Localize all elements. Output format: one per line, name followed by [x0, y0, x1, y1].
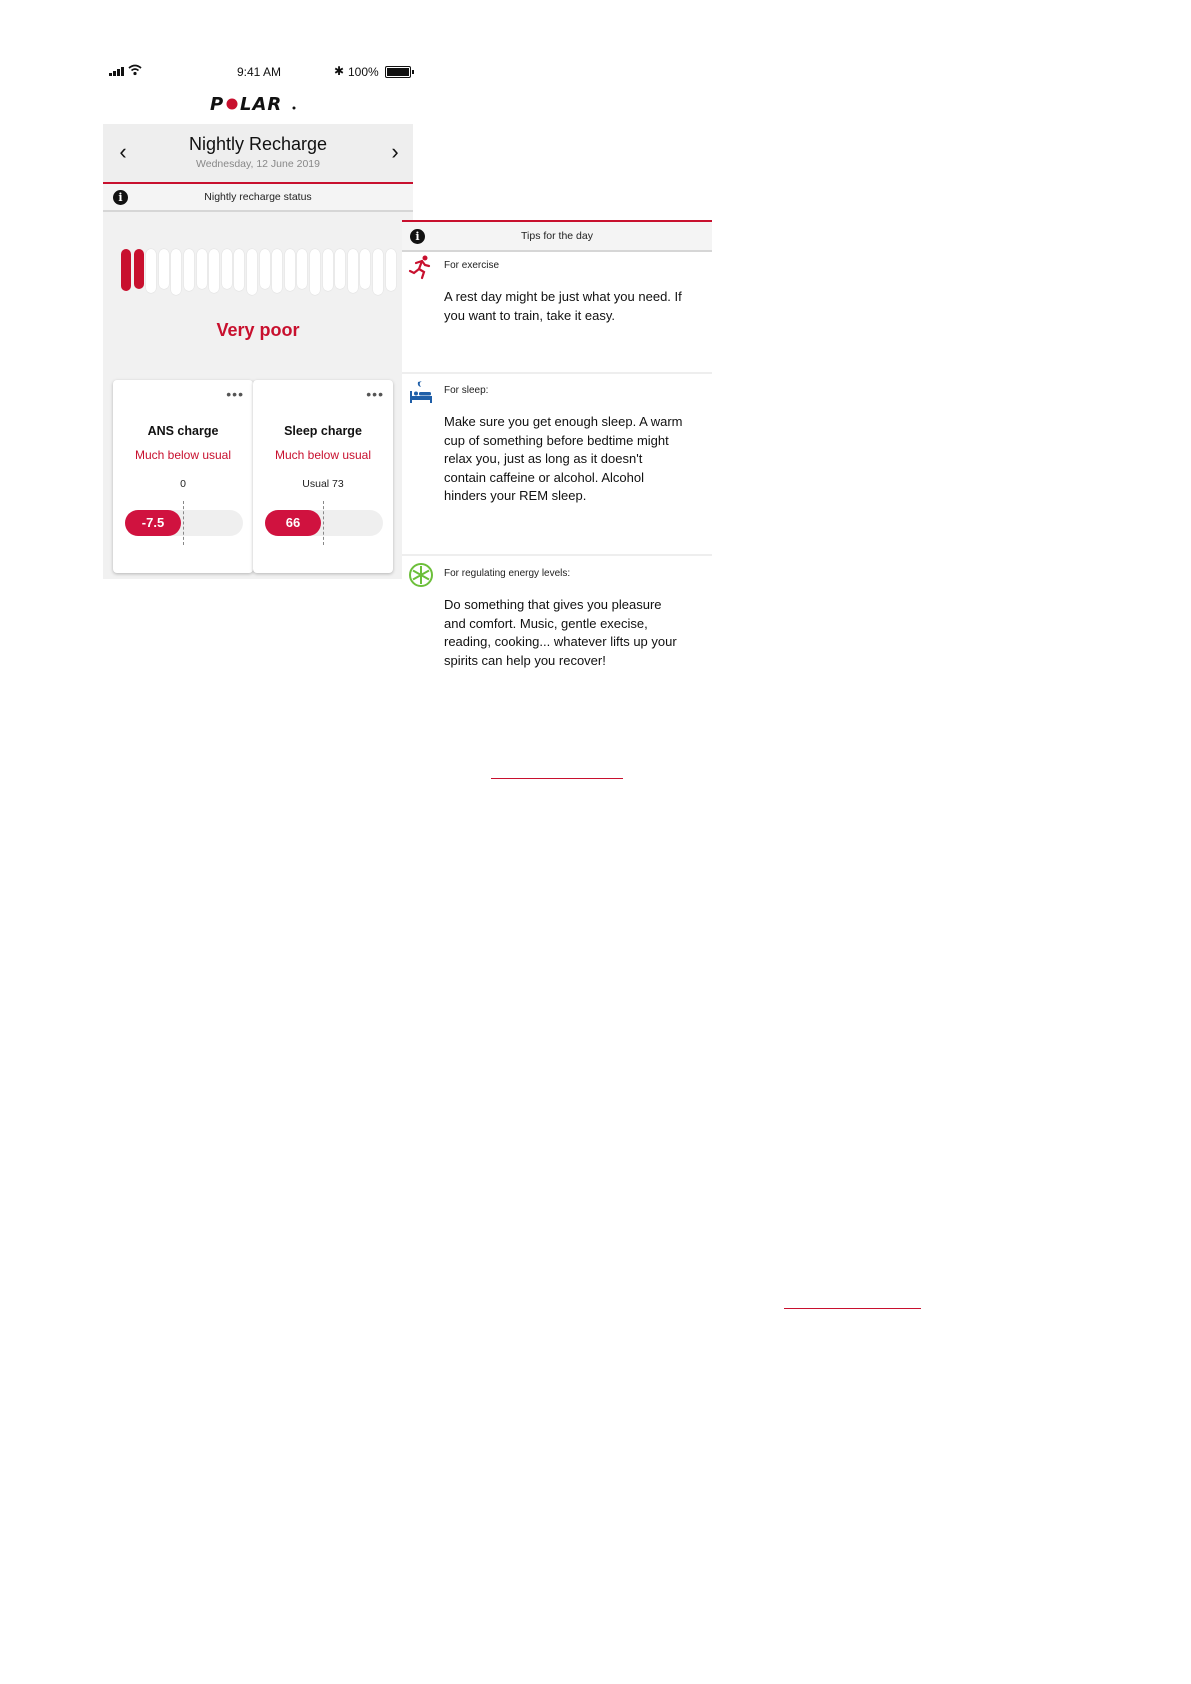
running-icon	[408, 254, 434, 280]
recharge-day-bar	[348, 249, 358, 293]
ans-charge-card[interactable]	[113, 380, 253, 573]
gauge-value: 66	[265, 510, 321, 536]
sleep-charge-card[interactable]	[253, 380, 393, 573]
energy-icon	[408, 562, 434, 588]
chevron-right-icon[interactable]: ›	[391, 139, 399, 164]
date-header	[103, 124, 413, 184]
status-bar	[103, 62, 413, 84]
clock: 9:41 AM	[237, 65, 282, 79]
tip-label: For exercise	[444, 260, 500, 271]
recharge-day-bar	[209, 249, 219, 293]
tips-title: Tips for the day	[521, 230, 593, 242]
tip-text: Make sure you get enough sleep. A warm cup of something before bedtime might relax you, just as long as it doesn't contain caffeine or alcohol. Alcohol hinders your REM sleep.	[444, 414, 683, 503]
page-title: Nightly Recharge	[188, 134, 328, 154]
card-status: Much below usual	[134, 448, 232, 462]
page-date: Wednesday, 12 June 2019	[196, 158, 320, 170]
info-icon[interactable]: i	[410, 229, 425, 244]
card-reference: 0	[180, 478, 186, 490]
gauge-reference-line	[323, 501, 324, 545]
recharge-day-bar	[335, 249, 345, 289]
recharge-day-bar	[184, 249, 194, 291]
card-status: Much below usual	[274, 448, 372, 462]
chevron-left-icon[interactable]: ‹	[119, 139, 127, 164]
tip-energy	[402, 558, 712, 698]
recharge-history-bars	[121, 249, 401, 299]
wifi-icon	[128, 64, 142, 76]
recharge-day-bar	[171, 249, 181, 295]
bed-icon	[408, 379, 434, 405]
card-reference: Usual 73	[302, 478, 344, 490]
recharge-status-label: Nightly recharge status	[204, 191, 312, 203]
recharge-day-bar	[197, 249, 207, 289]
red-divider	[784, 1308, 921, 1309]
recharge-day-bar	[310, 249, 320, 295]
recharge-status-row[interactable]	[103, 184, 413, 212]
tips-panel	[402, 220, 712, 700]
tip-label: For sleep:	[444, 385, 489, 396]
tip-exercise	[402, 250, 712, 370]
info-icon[interactable]: i	[113, 190, 128, 205]
battery-icon	[385, 66, 411, 78]
bluetooth-icon: ✱	[334, 64, 345, 78]
recharge-day-bar	[285, 249, 295, 291]
recharge-day-bar	[247, 249, 257, 295]
recharge-day-bar	[297, 249, 307, 289]
battery-percent: 100%	[348, 65, 379, 79]
recharge-day-bar	[386, 249, 396, 291]
recharge-day-bar	[323, 249, 333, 291]
tip-text: A rest day might be just what you need. If you want to train, take it easy.	[444, 289, 682, 323]
recharge-day-bar	[146, 249, 156, 293]
red-divider	[491, 778, 623, 779]
more-options-icon[interactable]: •••	[226, 386, 244, 402]
recharge-day-bar	[272, 249, 282, 293]
divider	[402, 372, 712, 374]
signal-icon	[109, 67, 125, 76]
polar-logo	[210, 93, 300, 115]
more-options-icon[interactable]: •••	[366, 386, 384, 402]
gauge-value: -7.5	[125, 510, 181, 536]
tip-label: For regulating energy levels:	[444, 568, 571, 579]
svg-text:LAR: LAR	[240, 94, 283, 115]
tip-text: Do something that gives you pleasure and comfort. Music, gentle execise, reading, cooking... whatever lifts up your spirits can help you recover!	[444, 597, 677, 668]
recharge-day-bar	[360, 249, 370, 289]
recharge-day-bar	[121, 249, 131, 291]
recharge-day-bar	[134, 249, 144, 289]
recharge-day-bar	[373, 249, 383, 295]
recharge-day-bar	[234, 249, 244, 291]
recharge-rating: Very poor	[216, 320, 300, 340]
card-title: ANS charge	[147, 424, 219, 438]
recharge-day-bar	[159, 249, 169, 289]
recharge-panel	[103, 124, 413, 579]
tip-sleep	[402, 375, 712, 553]
tips-header[interactable]	[402, 220, 712, 252]
divider	[402, 554, 712, 556]
recharge-day-bar	[260, 249, 270, 289]
polar-logo-graphic	[210, 93, 300, 115]
recharge-day-bar	[222, 249, 232, 289]
card-title: Sleep charge	[284, 424, 362, 438]
gauge-reference-line	[183, 501, 184, 545]
svg-text:P: P	[210, 94, 225, 115]
